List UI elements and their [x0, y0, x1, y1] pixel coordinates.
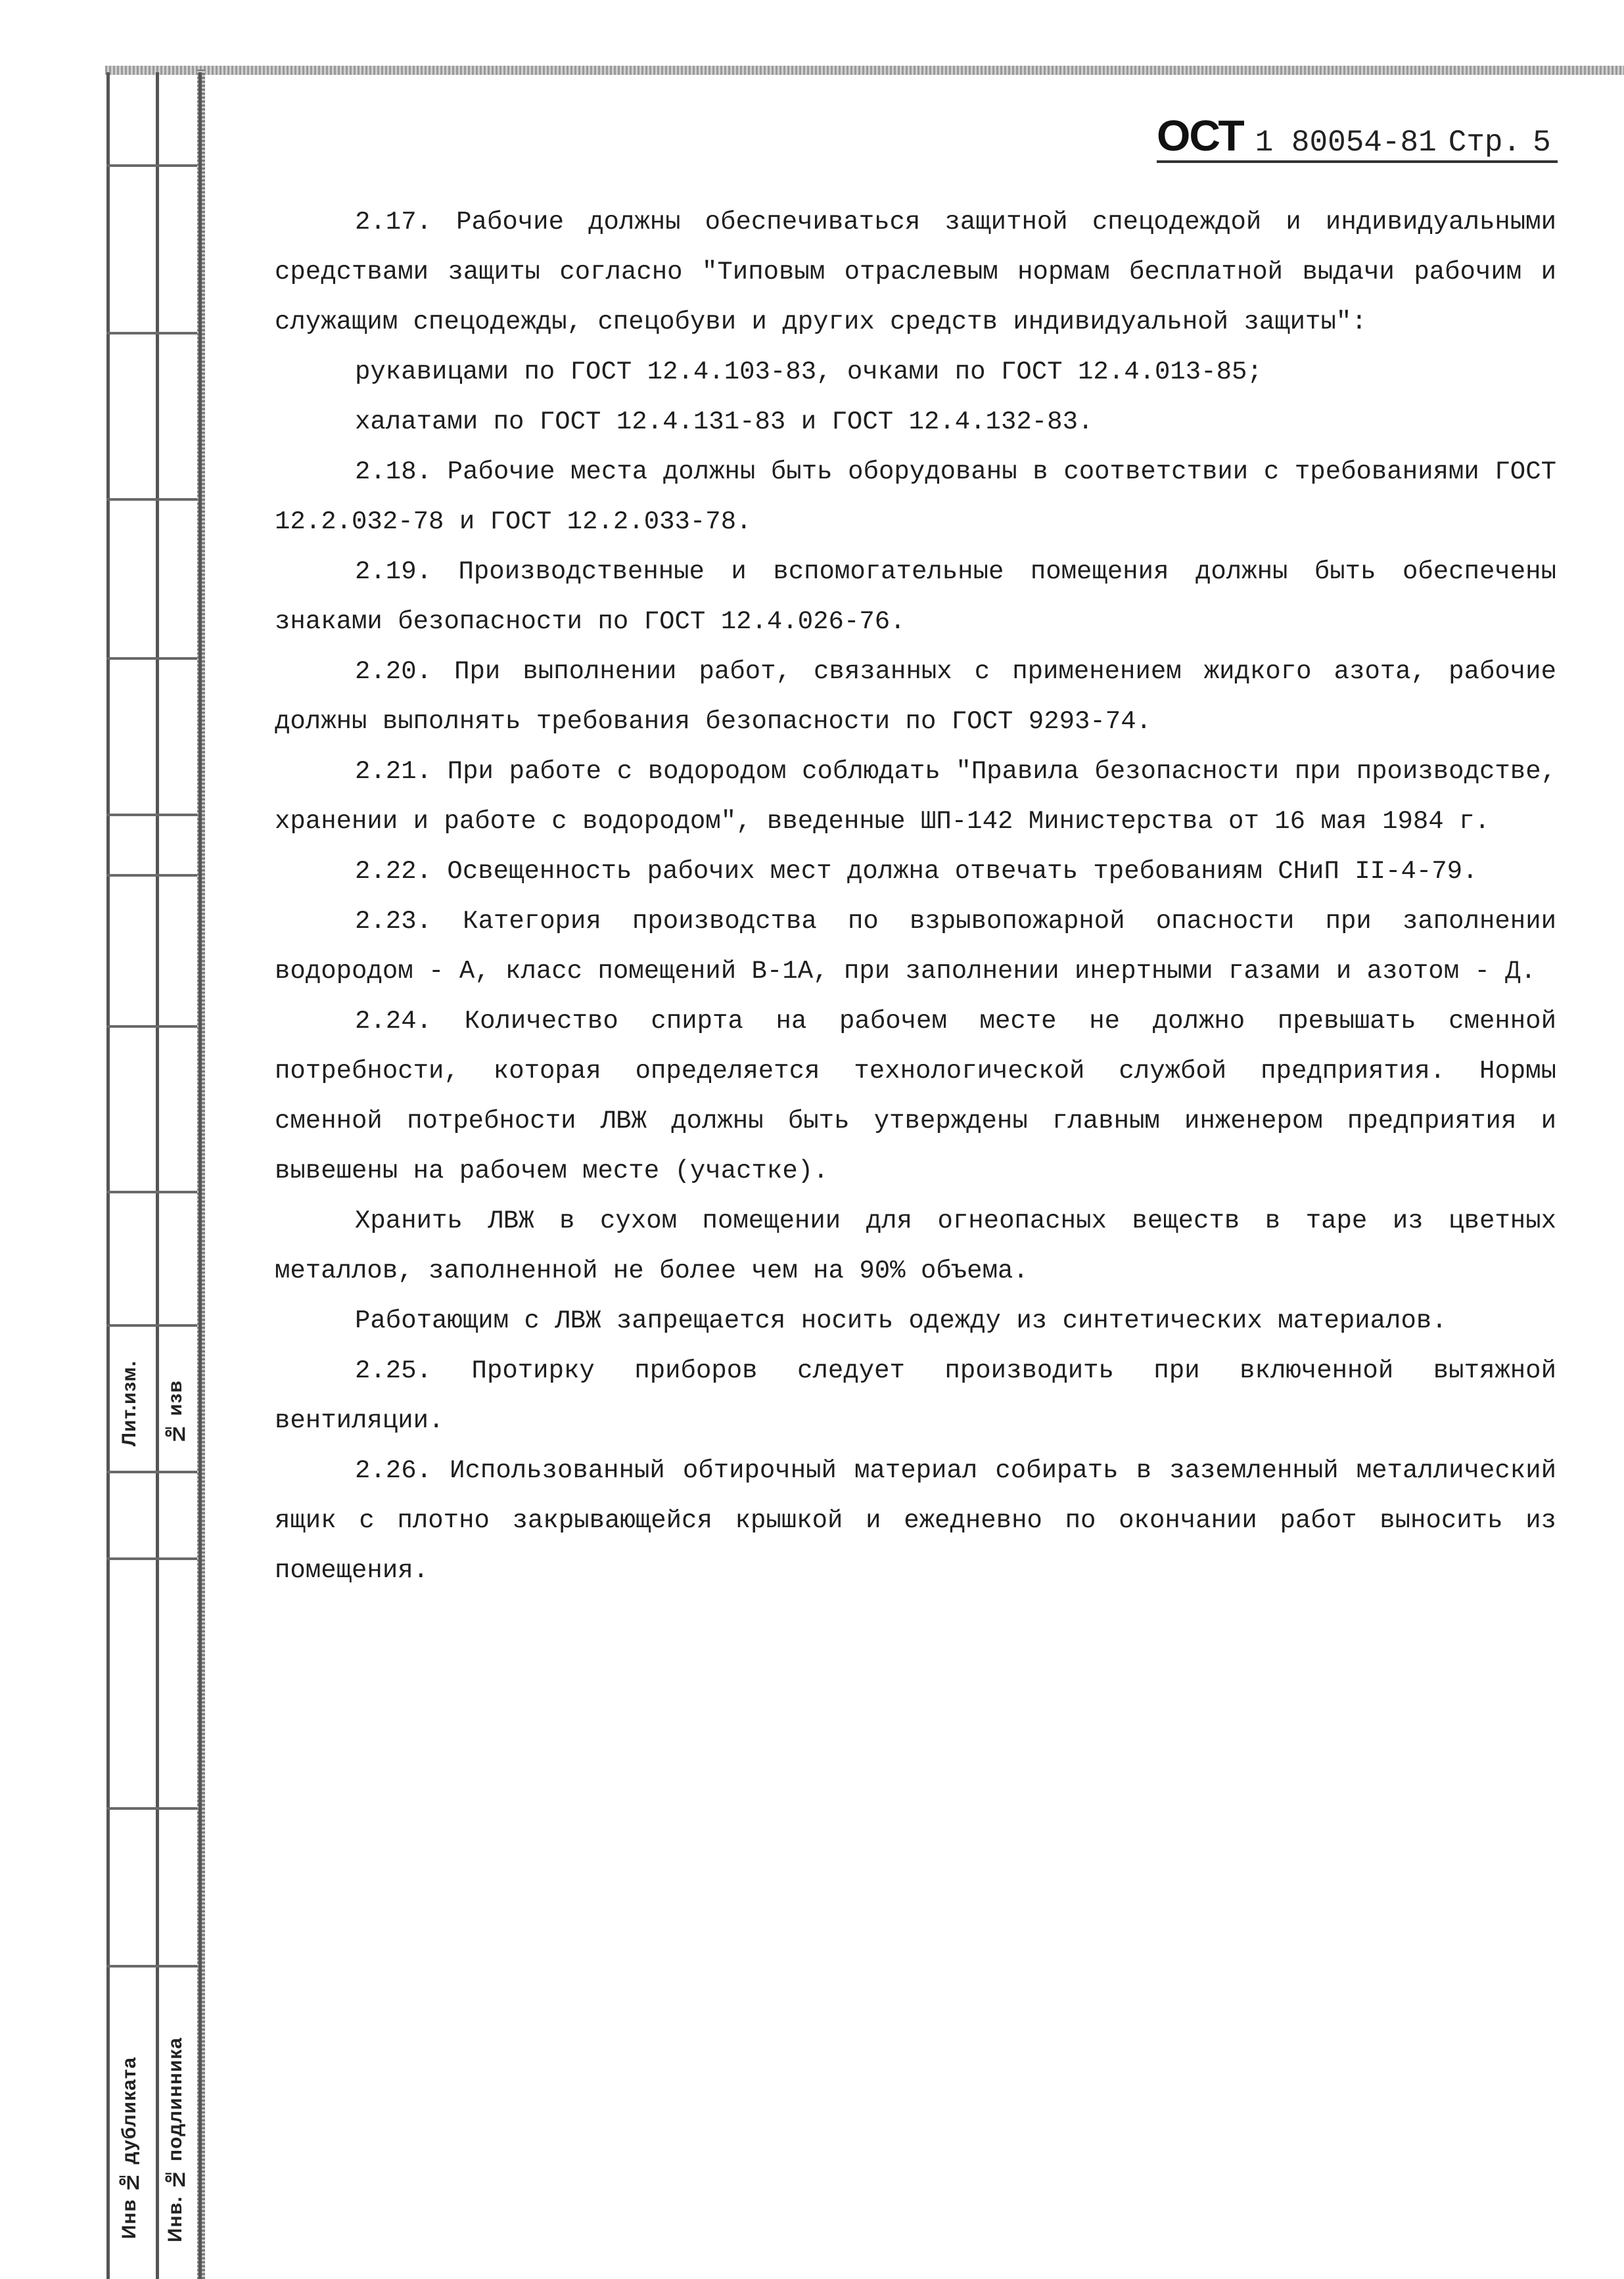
margin-divider: [106, 332, 197, 334]
margin-divider: [106, 657, 197, 660]
page-header: [1157, 110, 1564, 163]
paragraph-2-18: 2.18. Рабочие места должны быть оборудованы в соответствии с требованиями ГОСТ 12.2.032-78 и ГОСТ 12.2.033-78.: [275, 457, 1556, 536]
margin-column-inner: [156, 72, 202, 2279]
margin-divider: [106, 1025, 197, 1028]
margin-divider: [106, 1807, 197, 1810]
margin-divider: [106, 498, 197, 501]
margin-divider: [106, 1191, 197, 1193]
page-number: 5: [1533, 126, 1551, 160]
margin-divider: [106, 874, 197, 877]
paragraph-storage: Хранить ЛВЖ в сухом помещении для огнеопасных веществ в таре из цветных металлов, заполненной не более чем на 90% объема.: [275, 1207, 1556, 1285]
paragraph-list-item: рукавицами по ГОСТ 12.4.103-83, очками по ГОСТ 12.4.013-85;: [355, 357, 1263, 386]
margin-divider: [106, 1965, 197, 1968]
margin-column-outer: [106, 72, 159, 2279]
doc-code: ОСТ: [1157, 111, 1243, 160]
paragraph-2-26: 2.26. Использованный обтирочный материал собирать в заземленный металлический ящик с плотно закрывающейся крышкой и ежедневно по окончании работ выносить из помещения.: [275, 1456, 1556, 1585]
paragraph-2-21: 2.21. При работе с водородом соблюдать "Правила безопасности при производстве, хранении и работе с водородом", введенные ШП-142 Министерства от 16 мая 1984 г.: [275, 757, 1556, 836]
header-underline: [1157, 160, 1558, 163]
margin-divider: [106, 814, 197, 816]
margin-label-no-izv: № изв: [164, 1380, 186, 1445]
paragraph-2-24: 2.24. Количество спирта на рабочем месте не должно превышать сменной потребности, которая определяется технологической службой предприятия. Нормы сменной потребности ЛВЖ должны быть утверждены главным инженером предприятия и вывешены на рабочем месте (участке).: [275, 1007, 1556, 1186]
page-frame-top: [105, 66, 1624, 75]
paragraph-clothing: Работающим с ЛВЖ запрещается носить одежду из синтетических материалов.: [355, 1306, 1447, 1335]
document-body: [275, 197, 1556, 1596]
margin-divider: [106, 164, 197, 167]
margin-divider: [106, 1557, 197, 1560]
margin-label-inv-podlinnika: Инв. № подлинника: [164, 2037, 186, 2243]
paragraph-2-19: 2.19. Производственные и вспомогательные помещения должны быть обеспечены знаками безопасности по ГОСТ 12.4.026-76.: [275, 557, 1556, 636]
paragraph-2-17: 2.17. Рабочие должны обеспечиваться защитной спецодеждой и индивидуальными средствами защиты согласно "Типовым отраслевым нормам бесплатной выдачи рабочим и служащим спецодежды, спецобуви и других средств индивидуальной защиты":: [275, 208, 1556, 336]
margin-divider: [106, 1471, 197, 1473]
paragraph-2-23: 2.23. Категория производства по взрывопожарной опасности при заполнении водородом - А, класс помещений В-1А, при заполнении инертными газами и азотом - Д.: [275, 907, 1556, 986]
paragraph-list-item: халатами по ГОСТ 12.4.131-83 и ГОСТ 12.4.132-83.: [355, 407, 1094, 436]
margin-label-lit-izm: Лит.изм.: [118, 1360, 140, 1447]
paragraph-2-22: 2.22. Освещенность рабочих мест должна отвечать требованиям СНиП II-4-79.: [355, 857, 1478, 886]
paragraph-2-25: 2.25. Протирку приборов следует производить при включенной вытяжной вентиляции.: [275, 1356, 1556, 1435]
doc-number: 1 80054-81: [1255, 126, 1437, 160]
paragraph-2-20: 2.20. При выполнении работ, связанных с применением жидкого азота, рабочие должны выполнять требования безопасности по ГОСТ 9293-74.: [275, 657, 1556, 736]
margin-label-inv-dublikata: Инв № дубликата: [118, 2057, 140, 2240]
page-label: Стр.: [1448, 126, 1521, 160]
margin-divider: [106, 1324, 197, 1327]
